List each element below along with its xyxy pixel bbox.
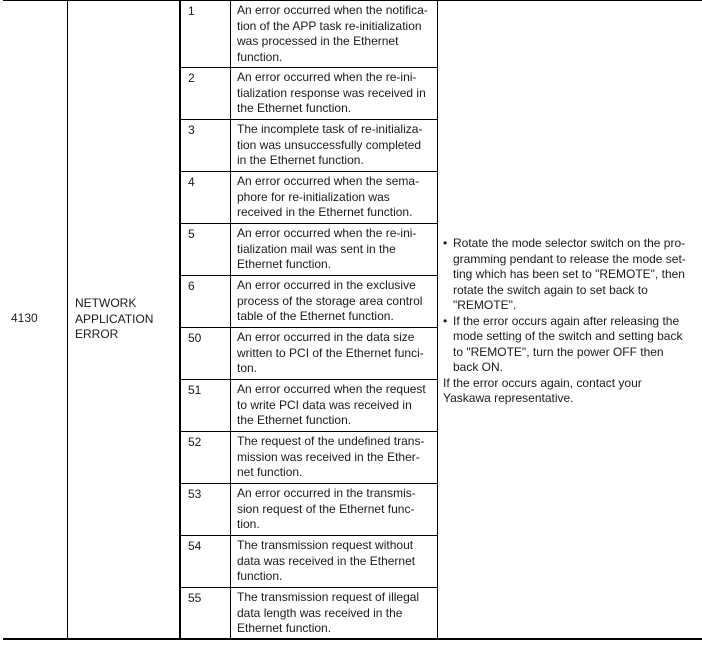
alarm-code: 4130 — [11, 311, 38, 325]
remedy-bullet — [443, 314, 698, 376]
subcode-number: 55 — [188, 591, 202, 605]
subcode-description: An error occurred when the notifica- tion of the APP task re-initialization was processed in the Ethernet function. — [237, 3, 428, 64]
subcode-number: 1 — [188, 4, 195, 18]
subcode-number: 53 — [188, 487, 202, 501]
remedy-cell — [443, 236, 698, 407]
subrow-divider — [180, 379, 438, 380]
subcode-number: 5 — [188, 227, 195, 241]
subcode-description: An error occurred in the data size written to PCI of the Ethernet funci- ton. — [237, 330, 424, 375]
subcode-number: 2 — [188, 71, 195, 85]
subcode-description: An error occurred when the request to write PCI data was received in the Ethernet function. — [237, 382, 426, 427]
subcode-number: 50 — [188, 331, 202, 345]
remedy-bullet — [443, 236, 698, 314]
subcode-description: The transmission request of illegal data length was received in the Ethernet function. — [237, 590, 420, 635]
subrow-divider — [180, 275, 438, 276]
subcode-number: 54 — [188, 539, 202, 553]
remedy-closing-text: If the error occurs again, contact your Yaskawa representative. — [443, 375, 642, 405]
subrow-divider — [180, 119, 438, 120]
remedy-bullet-text: Rotate the mode selector switch on the pro- gramming pendant to release the mode set- ting which has been set to "REMOTE", then rotate the switch again to set back to "REMOTE". — [453, 236, 686, 312]
subcode-description: An error occurred when the re-ini- tialization response was received in the Ethernet function. — [237, 70, 426, 115]
subcode-description: The request of the undefined trans- mission was received in the Ether- net function. — [237, 434, 425, 479]
subcode-description: The transmission request without data was received in the Ethernet function. — [237, 538, 416, 583]
bullet-mark: • — [443, 236, 448, 250]
alarm-name: NETWORK APPLICATION ERROR — [75, 296, 154, 341]
subrow-divider — [180, 327, 438, 328]
subcode-number: 6 — [188, 279, 195, 293]
table-bottom-border — [3, 638, 702, 640]
subcode-description: An error occurred in the transmis- sion request of the Ethernet func- tion. — [237, 486, 416, 531]
col-divider-1 — [67, 0, 68, 640]
col-divider-3 — [230, 0, 231, 640]
bullet-mark: • — [443, 313, 448, 328]
col-divider-2 — [179, 0, 181, 640]
subcode-description: An error occurred when the sema- phore for re-initialization was received in the Ethernet function. — [237, 174, 420, 219]
subrow-divider — [180, 223, 438, 224]
subcode-description: An error occurred in the exclusive process of the storage area control table of the Ethernet function. — [237, 278, 423, 323]
subrow-divider — [180, 483, 438, 484]
subcode-number: 51 — [188, 383, 202, 397]
subrow-divider — [180, 171, 438, 172]
subcode-number: 4 — [188, 175, 195, 189]
subrow-divider — [180, 67, 438, 68]
table-top-border — [3, 0, 702, 1]
subrow-divider — [180, 587, 438, 588]
subcode-number: 3 — [188, 123, 195, 137]
col-divider-4 — [437, 0, 438, 640]
remedy-bullet-text: If the error occurs again after releasing the mode setting of the switch and setting back to "REMOTE", turn the power OFF then back ON. — [453, 313, 683, 374]
subrow-divider — [180, 431, 438, 432]
subcode-description: An error occurred when the re-ini- tialization mail was sent in the Ethernet function. — [237, 226, 417, 271]
subrow-divider — [180, 535, 438, 536]
subcode-number: 52 — [188, 435, 202, 449]
subcode-description: The incomplete task of re-initializa- tion was unsuccessfully completed in the Ethernet function. — [237, 122, 423, 167]
